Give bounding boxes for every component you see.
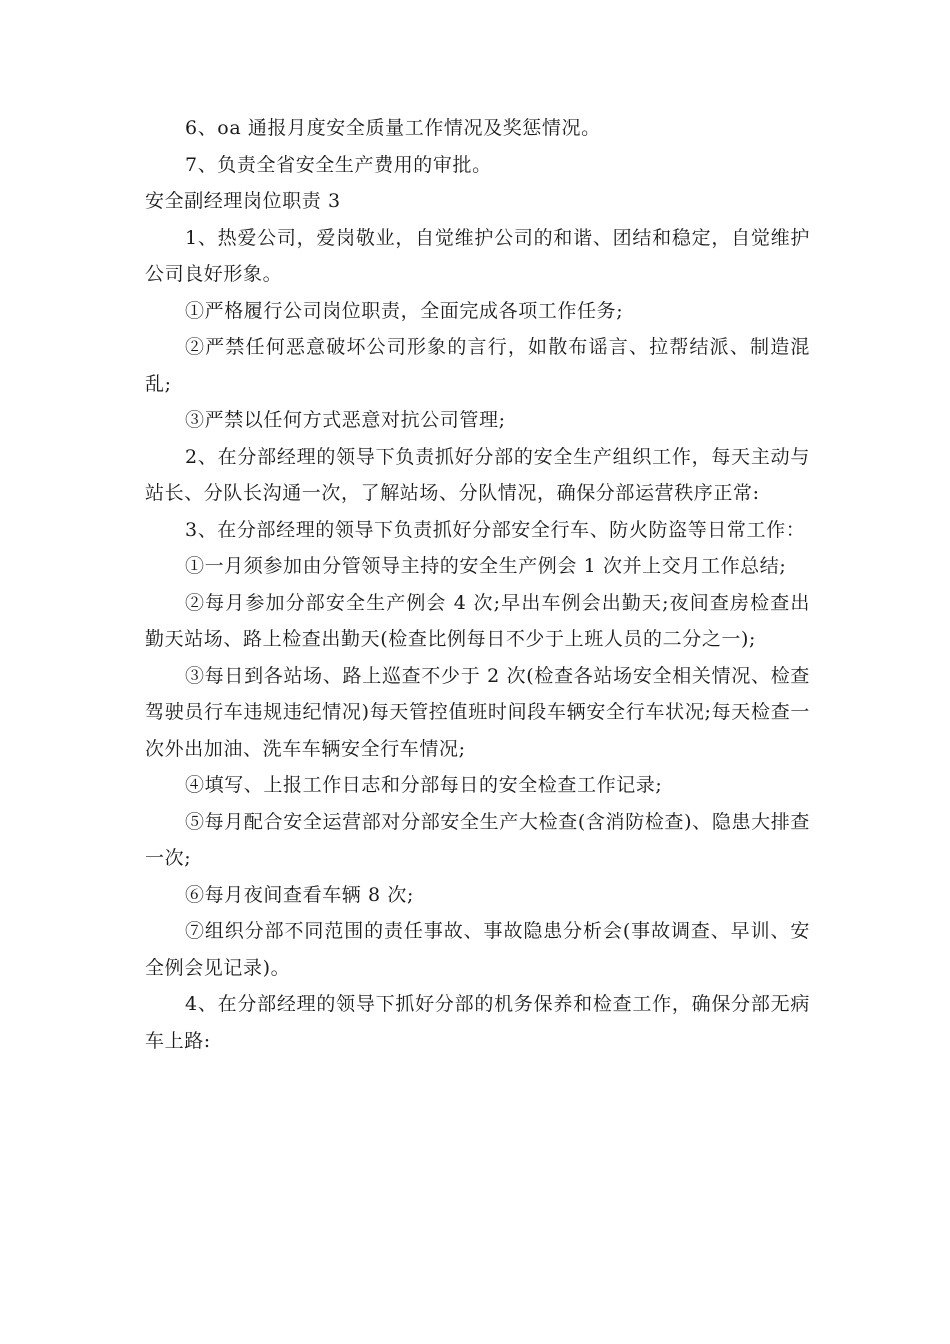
paragraph-item-7: 7、负责全省安全生产费用的审批。 (185, 153, 492, 176)
paragraph-duty-1-sub-3: ③严禁以任何方式恶意对抗公司管理; (185, 409, 506, 431)
document-body (145, 110, 810, 1059)
section-heading: 安全副经理岗位职责 3 (145, 190, 341, 212)
paragraph-duty-3-sub-5: ⑤每月配合安全运营部对分部安全生产大检查(含消防检查)、隐患大排查一次; (145, 810, 810, 869)
paragraph-duty-3-sub-6: ⑥每月夜间查看车辆 8 次; (185, 883, 414, 906)
paragraph-duty-3: 3、在分部经理的领导下负责抓好分部安全行车、防火防盗等日常工作： (185, 518, 806, 541)
paragraph-duty-2: 2、在分部经理的领导下负责抓好分部的安全生产组织工作，每天主动与站长、分队长沟通一次，了解站场、分队情况，确保分部运营秩序正常: (145, 445, 810, 504)
paragraph-duty-4: 4、在分部经理的领导下抓好分部的机务保养和检查工作，确保分部无病车上路: (145, 993, 810, 1052)
paragraph-duty-3-sub-3: ③每日到各站场、路上巡查不少于 2 次(检查各站场安全相关情况、检查驾驶员行车违规违纪情况)每天管控值班时间段车辆安全行车状况;每天检查一次外出加油、洗车车辆安全行车情况; (145, 664, 810, 760)
paragraph-duty-3-sub-2: ②每月参加分部安全生产例会 4 次;早出车例会出勤天;夜间查房检查出勤天站场、路上检查出勤天(检查比例每日不少于上班人员的二分之一); (145, 591, 810, 650)
paragraph-duty-3-sub-7: ⑦组织分部不同范围的责任事故、事故隐患分析会(事故调查、早训、安全例会见记录)。 (145, 920, 810, 979)
paragraph-duty-3-sub-1: ①一月须参加由分管领导主持的安全生产例会 1 次并上交月工作总结; (185, 555, 787, 577)
paragraph-duty-3-sub-4: ④填写、上报工作日志和分部每日的安全检查工作记录; (185, 774, 663, 796)
paragraph-duty-1-sub-2: ②严禁任何恶意破坏公司形象的言行，如散布谣言、拉帮结派、制造混乱; (145, 336, 810, 395)
paragraph-item-6: 6、oa 通报月度安全质量工作情况及奖惩情况。 (185, 117, 601, 139)
paragraph-duty-1-sub-1: ①严格履行公司岗位职责，全面完成各项工作任务; (185, 299, 624, 322)
paragraph-duty-1: 1、热爱公司，爱岗敬业，自觉维护公司的和谐、团结和稳定，自觉维护公司良好形象。 (145, 226, 810, 285)
